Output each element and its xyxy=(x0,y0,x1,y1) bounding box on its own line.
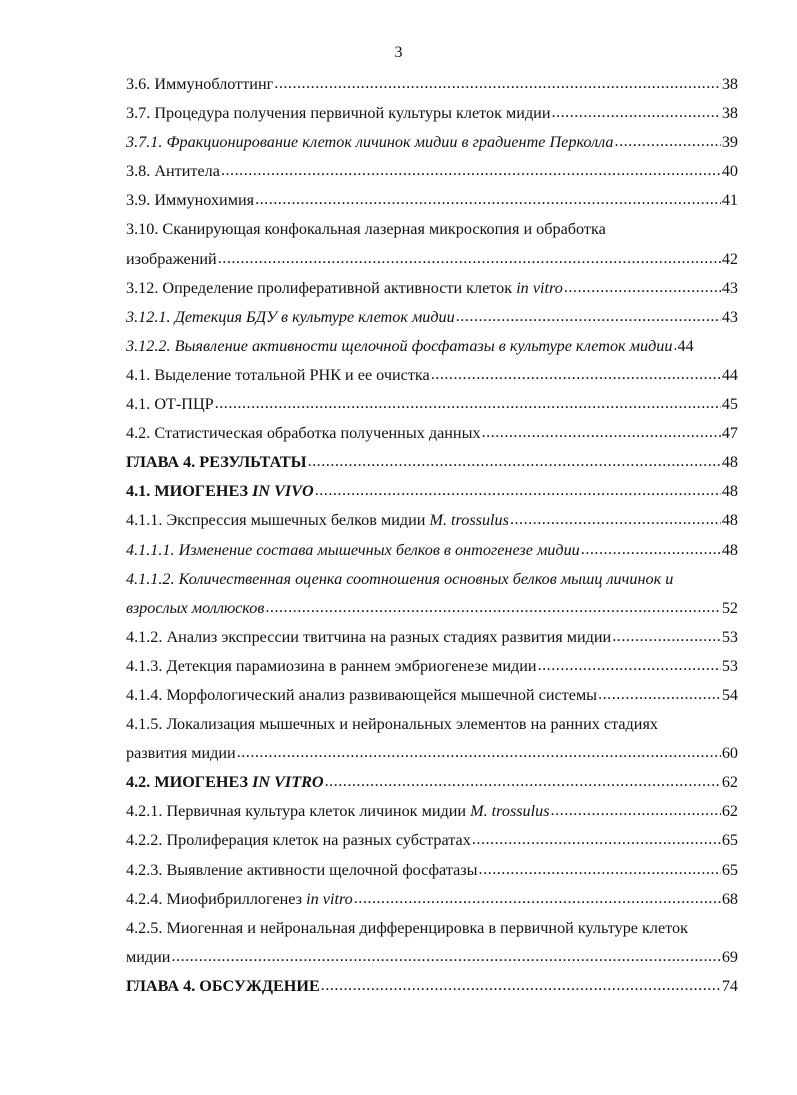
toc-title: 3.12.2. Выявление активности щелочной фосфатазы в культуре клеток мидии xyxy=(126,336,673,355)
toc-title-line2: взрослых моллюсков xyxy=(126,598,265,617)
toc-page: 48 xyxy=(721,511,738,530)
toc-title-text: 3.12. Определение пролиферативной активности клеток xyxy=(126,278,517,297)
toc-entry-3-6 xyxy=(126,70,738,99)
toc-page: 43 xyxy=(721,307,738,326)
toc-title-line2: изображений xyxy=(126,249,217,268)
toc-entry-4-2-5 xyxy=(126,943,738,972)
toc-title-line1: 3.10. Сканирующая конфокальная лазерная микроскопия и обработка xyxy=(126,220,606,239)
toc-leader xyxy=(552,98,721,127)
toc-leader xyxy=(456,302,721,331)
toc-title-line1: 4.2.5. Миогенная и нейрональная дифференцировка в первичной культуре клеток xyxy=(126,918,688,937)
toc-title: 4.2.3. Выявление активности щелочной фосфатазы xyxy=(126,860,478,879)
toc-entry-4-1-1-2-line1 xyxy=(126,565,738,594)
toc-title: 3.6. Иммуноблоттинг xyxy=(126,75,274,93)
toc-page: 65 xyxy=(721,860,738,879)
toc-leader xyxy=(218,244,721,273)
toc-entry-3-9 xyxy=(126,186,738,215)
page-number: 3 xyxy=(394,44,403,61)
toc-leader xyxy=(551,796,721,825)
toc-page: 69 xyxy=(721,947,738,966)
toc-page: 42 xyxy=(721,249,738,268)
toc-title: 4.2.2. Пролиферация клеток на разных субстратах xyxy=(126,831,471,850)
toc-title-italic: M. trossulus xyxy=(429,511,509,530)
toc-title-line1: 4.1.5. Локализация мышечных и нейрональных элементов на ранних стадиях xyxy=(126,715,658,734)
toc-title-italic: in vitro xyxy=(516,278,563,297)
toc-page: 62 xyxy=(721,773,738,792)
toc-title-text: 4.1.1. Экспрессия мышечных белков мидии xyxy=(126,511,430,530)
toc-leader xyxy=(325,767,721,796)
toc-leader xyxy=(308,447,721,476)
toc-title xyxy=(126,885,353,914)
toc-title: ГЛАВА 4. ОБСУЖДЕНИЕ xyxy=(126,976,320,995)
toc-leader xyxy=(598,680,721,709)
toc-title: 4.2. Статистическая обработка полученных данных xyxy=(126,424,481,443)
toc-entry-4-2-5-line1 xyxy=(126,914,738,943)
toc-leader xyxy=(612,622,721,651)
toc-title xyxy=(126,274,563,303)
toc-leader xyxy=(221,156,721,185)
toc-leader xyxy=(538,651,721,680)
toc-title: 4.1. Выделение тотальной РНК и ее очистка xyxy=(126,365,430,384)
toc-page: 43 xyxy=(721,278,738,297)
toc-title-text: 4.2.4. Миофибриллогенез xyxy=(126,889,307,908)
toc-title xyxy=(126,797,550,826)
toc-leader xyxy=(321,971,721,1000)
toc-page: 47 xyxy=(721,424,738,443)
toc-page: 44 xyxy=(677,336,694,355)
toc-title: 4.1. ОТ-ПЦР xyxy=(126,395,214,414)
toc-entry-4-1-2 xyxy=(126,623,738,652)
toc-title: 3.7. Процедура получения первичной культуры клеток мидии xyxy=(126,104,551,123)
toc-title: 3.7.1. Фракционирование клеток личинок мидии в градиенте Перколла xyxy=(126,133,614,152)
toc-entry-3-7-1 xyxy=(126,128,738,157)
toc-leader xyxy=(479,855,721,884)
toc-page: 48 xyxy=(721,482,738,501)
toc-leader xyxy=(354,884,721,913)
toc-title: 4.1.1.1. Изменение состава мышечных белков в онтогенезе мидии xyxy=(126,540,580,559)
toc-page: 38 xyxy=(721,104,738,123)
toc-entry-chapter4-discussion xyxy=(126,972,738,1001)
toc-title-italic: in vitro xyxy=(306,889,353,908)
toc-page: 48 xyxy=(721,540,738,559)
toc-entry-chapter4-results xyxy=(126,448,738,477)
toc-leader xyxy=(171,942,720,971)
toc-leader xyxy=(274,69,721,98)
toc-leader xyxy=(615,127,721,156)
toc-page: 48 xyxy=(721,453,738,472)
toc-entry-4-1-4 xyxy=(126,681,738,710)
toc-title: 4.1.4. Морфологический анализ развивающейся мышечной системы xyxy=(126,685,598,704)
toc-title-text: 4.2. МИОГЕНЕЗ xyxy=(126,773,253,792)
toc-entry-3-12-2 xyxy=(126,332,738,361)
toc-entry-4-1-5 xyxy=(126,739,738,768)
toc-entry-4-2-4 xyxy=(126,885,738,914)
toc-entry-3-7 xyxy=(126,99,738,128)
toc-page: 65 xyxy=(721,831,738,850)
toc-page: 53 xyxy=(721,627,738,646)
toc-page: 60 xyxy=(721,744,738,763)
toc-title-line1: 4.1.1.2. Количественная оценка соотношения основных белков мышц личинок и xyxy=(126,569,674,588)
toc-page: 40 xyxy=(721,162,738,181)
toc-page: 41 xyxy=(721,191,738,210)
toc-entry-4-2-myogenesis xyxy=(126,768,738,797)
toc-page: 44 xyxy=(721,365,738,384)
toc-leader xyxy=(482,418,721,447)
toc-title xyxy=(126,477,314,506)
toc-page: 62 xyxy=(721,802,738,821)
toc-entry-4-2-stats xyxy=(126,419,738,448)
toc-entry-3-12-1 xyxy=(126,303,738,332)
toc-leader xyxy=(265,593,720,622)
toc-entry-4-1-rna xyxy=(126,361,738,390)
toc-page: 38 xyxy=(721,75,738,93)
toc-title xyxy=(126,768,324,797)
toc-title: 4.1.2. Анализ экспрессии твитчина на разных стадиях развития мидии xyxy=(126,627,612,646)
toc-entry-3-12 xyxy=(126,274,738,303)
toc-entry-3-10-line1 xyxy=(126,215,738,244)
toc-page: 53 xyxy=(721,656,738,675)
toc-leader xyxy=(510,505,721,534)
toc-title xyxy=(126,506,509,535)
toc-title-italic: IN VIVO xyxy=(252,482,314,501)
toc-title-italic: IN VITRO xyxy=(252,773,324,792)
toc-entry-4-2-3 xyxy=(126,856,738,885)
toc-entry-4-2-2 xyxy=(126,826,738,855)
toc-entry-3-10 xyxy=(126,245,738,274)
toc-title: 3.8. Антитела xyxy=(126,162,220,181)
toc-title-text: 4.1. МИОГЕНЕЗ xyxy=(126,482,253,501)
toc-entry-4-1-1-2 xyxy=(126,594,738,623)
toc-entry-4-1-3 xyxy=(126,652,738,681)
toc-title-italic: M. trossulus xyxy=(470,802,550,821)
toc-leader xyxy=(255,185,721,214)
toc-entry-4-1-myogenesis xyxy=(126,477,738,506)
toc-entry-4-2-1 xyxy=(126,797,738,826)
toc-title-line2: мидии xyxy=(126,947,171,966)
toc-leader xyxy=(431,360,721,389)
toc-entry-4-1-5-line1 xyxy=(126,710,738,739)
toc-leader xyxy=(215,389,721,418)
toc-leader xyxy=(581,535,721,564)
toc-leader xyxy=(315,476,721,505)
toc-page: 52 xyxy=(721,598,738,617)
toc-leader xyxy=(237,738,721,767)
toc-page: 54 xyxy=(721,685,738,704)
toc-entry-4-1-1 xyxy=(126,506,738,535)
toc-page: 45 xyxy=(721,395,738,414)
toc-page: 68 xyxy=(721,889,738,908)
toc-title: 3.9. Иммунохимия xyxy=(126,191,255,210)
toc-title: 4.1.3. Детекция парамиозина в раннем эмбриогенезе мидии xyxy=(126,656,537,675)
toc-entry-3-8 xyxy=(126,157,738,186)
toc-page: 39 xyxy=(721,133,738,152)
toc-title-text: 4.2.1. Первичная культура клеток личинок мидии xyxy=(126,802,471,821)
toc-entry-4-1-pcr xyxy=(126,390,738,419)
toc-page: 74 xyxy=(721,976,738,995)
toc-leader xyxy=(472,825,721,854)
toc-title-line2: развития мидии xyxy=(126,744,236,763)
toc-title: ГЛАВА 4. РЕЗУЛЬТАТЫ xyxy=(126,453,307,472)
toc-leader xyxy=(673,331,676,360)
table-of-contents xyxy=(126,70,738,1001)
toc-leader xyxy=(564,273,721,302)
toc-entry-4-1-1-1 xyxy=(126,536,738,565)
toc-title: 3.12.1. Детекция БДУ в культуре клеток мидии xyxy=(126,307,455,326)
